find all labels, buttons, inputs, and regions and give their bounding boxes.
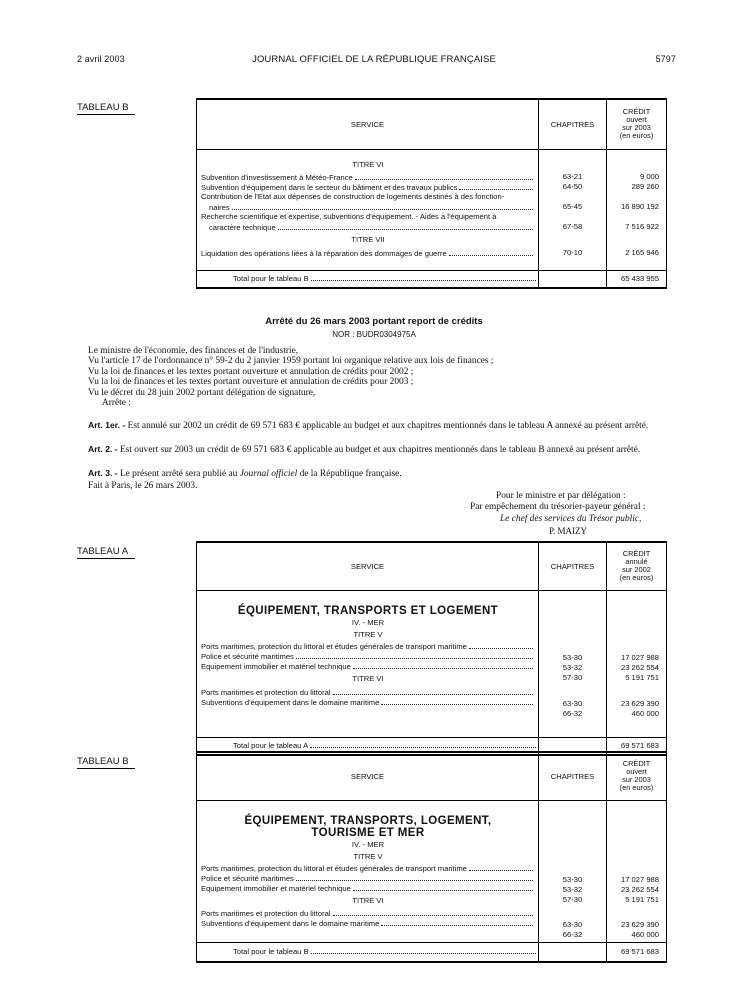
arrete-nor: NOR : BUDR0304975A xyxy=(332,330,416,339)
credit-value: 7 516 922 xyxy=(625,221,659,231)
row-label-text: Liquidation des opérations liées à la réparation des dommages de guerre xyxy=(201,248,447,258)
table1-tag: TABLEAU B xyxy=(77,102,129,113)
leader-dots xyxy=(296,658,533,659)
credit-value: 17 027 988 xyxy=(620,652,659,662)
credit-heading-line2: ouvert xyxy=(626,115,647,125)
article-1 xyxy=(88,420,676,431)
article-2-label: Art. 2. - xyxy=(88,444,118,454)
leader-dots xyxy=(355,179,533,180)
row-label-text: Contribution de l'Etat aux dépenses de construction de logements destinés à des fonction- xyxy=(201,191,505,201)
table-row-label xyxy=(201,883,535,893)
row-label-text: Recherche scientifique et expertise, subventions d'équipement. - Aides à l'équipement à xyxy=(201,211,497,221)
chapitre-value: 66-32 xyxy=(562,929,583,939)
article-3-label: Art. 3. - xyxy=(88,468,118,478)
table2-body xyxy=(197,590,667,737)
table-row-label xyxy=(201,918,535,928)
total-empty-cell xyxy=(539,270,607,288)
table2-service-cell xyxy=(197,590,539,737)
table2-credit-cell xyxy=(607,590,667,737)
leader-dots xyxy=(449,255,533,256)
total-label-cell xyxy=(197,270,539,288)
article-3-journal: Journal officiel xyxy=(239,469,298,479)
credit-value: 460 000 xyxy=(631,929,659,939)
leader-dots xyxy=(278,229,533,230)
chapitre-value: 65-45 xyxy=(562,201,583,211)
table1-col-chapitres: CHAPITRES xyxy=(539,99,607,149)
chapitre-value: 70-10 xyxy=(562,247,583,257)
row-label-text: Subvention d'équipement dans le secteur du bâtiment et des travaux publics xyxy=(201,182,458,192)
credit-heading: CRÉDIT xyxy=(622,107,651,117)
chapitre-value: 63-30 xyxy=(562,698,583,708)
table-row-label xyxy=(201,202,535,212)
row-label-text: Police et sécurité maritimes xyxy=(201,651,294,661)
table1-chapitres-cell xyxy=(539,149,607,270)
table-row-label xyxy=(201,873,535,883)
table2-chapitres-cell xyxy=(539,590,607,737)
table3-chapitres-cell xyxy=(539,800,607,942)
leader-dots xyxy=(296,880,533,881)
table1-credit-cell xyxy=(607,149,667,270)
row-label-text: Subventions d'équipement dans le domaine maritime xyxy=(201,697,380,707)
credit-heading-line3: sur 2003 xyxy=(622,123,651,133)
row-label-text: Equipement immobilier et matériel technique xyxy=(201,661,351,671)
credit-heading: CRÉDIT xyxy=(622,759,651,769)
table3-body xyxy=(197,800,667,942)
chapitre-value: 57-30 xyxy=(562,894,583,904)
table-row-label xyxy=(201,641,535,651)
chapitre-value: 53-30 xyxy=(562,652,583,662)
table3-col-credit xyxy=(607,752,667,800)
chapitre-value: 53-32 xyxy=(562,662,583,672)
leader-dots xyxy=(381,704,533,705)
row-label-text: Subvention d'investissement à Météo-France xyxy=(201,172,353,182)
table2-header-row xyxy=(197,542,667,590)
credit-heading: CRÉDIT xyxy=(622,549,651,559)
section-subtitle: IV. - MER xyxy=(351,617,385,627)
credit-heading-line3: sur 2003 xyxy=(622,775,651,785)
table3-total-row xyxy=(197,942,667,962)
titre-vi: TITRE VI xyxy=(352,159,384,169)
table-row-label xyxy=(233,947,538,956)
section-title: ÉQUIPEMENT, TRANSPORTS, LOGEMENT, xyxy=(244,814,492,827)
arrete-visas xyxy=(88,346,676,408)
table1-col-service: SERVICE xyxy=(197,99,539,149)
chapitre-value: 63-30 xyxy=(562,919,583,929)
credit-heading-line4: (en euros) xyxy=(619,783,654,793)
total-value: 69 571 683 xyxy=(607,942,667,962)
table3-service-cell xyxy=(197,800,539,942)
row-label-text: Ports maritimes, protection du littoral et études générales de transport maritime xyxy=(201,863,467,873)
table3-header-row xyxy=(197,752,667,800)
titre-v: TITRE V xyxy=(353,629,383,639)
visa-line: Vu la loi de finances et les textes portant ouverture et annulation de crédits pour 2002 ; xyxy=(88,366,414,377)
signature-name: P. MAIZY xyxy=(549,526,588,536)
article-3-text: Le présent arrêté sera publié au xyxy=(119,469,238,479)
header-journal-title: JOURNAL OFFICIEL DE LA RÉPUBLIQUE FRANÇAISE xyxy=(252,54,496,65)
section-title: ÉQUIPEMENT, TRANSPORTS ET LOGEMENT xyxy=(237,604,499,617)
chapitre-value: 67-58 xyxy=(562,221,583,231)
leader-dots xyxy=(353,890,533,891)
row-label-text: Equipement immobilier et matériel technique xyxy=(201,883,351,893)
signature-line-3: Le chef des services du Trésor public, xyxy=(500,514,642,524)
titre-vi: TITRE VI xyxy=(352,673,384,683)
table2-col-credit xyxy=(607,542,667,590)
header-page-number: 5797 xyxy=(655,54,676,64)
credit-value: 23 629 390 xyxy=(620,919,659,929)
table3-tag-rule xyxy=(77,768,135,769)
table-row-label xyxy=(201,697,535,707)
credit-value: 16 890 192 xyxy=(620,201,659,211)
table-row-label xyxy=(201,172,535,182)
table3 xyxy=(196,751,667,963)
signature-line-1: Pour le ministre et par délégation : xyxy=(496,491,626,501)
credit-value: 23 262 554 xyxy=(620,884,659,894)
credit-heading-line4: (en euros) xyxy=(619,573,654,583)
table2-tag-rule xyxy=(77,558,135,559)
signature-line-2: Par empêchement du trésorier-payeur général : xyxy=(470,502,646,512)
table1-body xyxy=(197,149,667,270)
table-row-label xyxy=(201,222,535,232)
section-subtitle: IV. - MER xyxy=(351,839,385,849)
chapitre-value: 57-30 xyxy=(562,672,583,682)
arrete-word: Arrête : xyxy=(102,398,131,409)
table1-service-cell xyxy=(197,149,539,270)
fait-a-paris: Fait à Paris, le 26 mars 2003. xyxy=(88,481,198,491)
header-date: 2 avril 2003 xyxy=(77,54,125,64)
row-label-text: Ports maritimes et protection du littoral xyxy=(201,687,331,697)
total-value: 65 433 955 xyxy=(607,270,667,288)
table1 xyxy=(196,98,667,289)
visa-line: Vu la loi de finances et les textes portant ouverture et annulation de crédits pour 2003 ; xyxy=(88,377,414,388)
table-row-label xyxy=(201,651,535,661)
article-1-label: Art. 1er. - xyxy=(88,420,126,430)
credit-value: 23 262 554 xyxy=(620,662,659,672)
table2-col-chapitres: CHAPITRES xyxy=(539,542,607,590)
credit-heading-line4: (en euros) xyxy=(619,131,654,141)
article-3-text-end: de la République française. xyxy=(299,469,402,479)
total-label-cell xyxy=(197,942,539,962)
titre-v: TITRE V xyxy=(353,851,383,861)
row-label-text: Police et sécurité maritimes xyxy=(201,873,294,883)
table2 xyxy=(196,541,667,756)
leader-dots xyxy=(310,747,536,748)
table1-tag-rule xyxy=(77,114,135,115)
article-1-text: Est annulé sur 2002 un crédit de 69 571 683 € applicable au budget et aux chapitres mentionnés dans le tableau A annexé au présent arrêté. xyxy=(127,421,649,431)
credit-heading-line2: annulé xyxy=(625,557,648,567)
leader-dots xyxy=(311,280,536,281)
article-2 xyxy=(88,444,676,455)
chapitre-value: 64-50 xyxy=(562,181,583,191)
table3-col-chapitres: CHAPITRES xyxy=(539,752,607,800)
row-label-text: naires xyxy=(209,202,230,212)
arrete-title: Arrêté du 26 mars 2003 portant report de crédits xyxy=(265,316,483,327)
table-row-label xyxy=(201,908,535,918)
visa-line: Vu le décret du 28 juin 2002 portant délégation de signature, xyxy=(88,387,316,398)
section-title-line2: TOURISME ET MER xyxy=(311,826,425,839)
credit-heading-line2: ouvert xyxy=(626,767,647,777)
row-label-text: caractère technique xyxy=(209,222,276,232)
leader-dots xyxy=(381,925,533,926)
table-row-label xyxy=(201,248,535,258)
credit-value: 460 000 xyxy=(631,708,659,718)
leader-dots xyxy=(469,870,533,871)
row-label-text: Ports maritimes et protection du littoral xyxy=(201,908,331,918)
table2-col-service: SERVICE xyxy=(197,542,539,590)
total-label: Total pour le tableau A xyxy=(233,741,309,751)
chapitre-value: 53-30 xyxy=(562,874,583,884)
credit-value: 9 000 xyxy=(639,171,659,181)
visa-line: Le ministre de l'économie, des finances et de l'industrie, xyxy=(88,346,299,356)
row-label-text: Ports maritimes, protection du littoral et études générales de transport maritime xyxy=(201,641,467,651)
table2-tag: TABLEAU A xyxy=(77,546,129,557)
table-row-label xyxy=(233,274,538,283)
credit-value: 289 260 xyxy=(631,181,659,191)
leader-dots xyxy=(469,648,533,649)
titre-vii: TITRE VII xyxy=(351,234,385,244)
table1-col-credit xyxy=(607,99,667,149)
total-label: Total pour le tableau B xyxy=(233,947,309,957)
credit-value: 5 191 751 xyxy=(625,894,659,904)
total-value: 69 571 683 xyxy=(607,737,667,755)
credit-heading-line3: sur 2002 xyxy=(622,565,651,575)
credit-value: 23 629 390 xyxy=(620,698,659,708)
table-row-label xyxy=(233,741,538,750)
total-label: Total pour le tableau B xyxy=(233,274,309,284)
article-2-text: Est ouvert sur 2003 un crédit de 69 571 683 € applicable au budget et aux chapitres mentionnés dans le tableau B annexé au présent arrêté. xyxy=(119,445,641,455)
leader-dots xyxy=(232,209,533,210)
leader-dots xyxy=(311,953,536,954)
article-3 xyxy=(88,468,676,479)
leader-dots xyxy=(459,189,533,190)
table-row-label xyxy=(201,661,535,671)
total-empty-cell xyxy=(539,942,607,962)
table3-credit-cell xyxy=(607,800,667,942)
table3-col-service: SERVICE xyxy=(197,752,539,800)
credit-value: 17 027 988 xyxy=(620,874,659,884)
visa-line: Vu l'article 17 de l'ordonnance n° 59-2 du 2 janvier 1959 portant loi organique relative aux lois de finances ; xyxy=(88,356,494,367)
credit-value: 2 165 946 xyxy=(625,247,659,257)
table3-tag: TABLEAU B xyxy=(77,756,129,767)
chapitre-value: 63-21 xyxy=(562,171,583,181)
chapitre-value: 66-32 xyxy=(562,708,583,718)
table-row-label xyxy=(201,182,535,192)
credit-value: 5 191 751 xyxy=(625,672,659,682)
titre-vi: TITRE VI xyxy=(352,895,384,905)
leader-dots xyxy=(333,915,533,916)
table-row-label xyxy=(201,687,535,697)
leader-dots xyxy=(333,694,533,695)
table1-total-row xyxy=(197,270,667,288)
table-row-label xyxy=(201,863,535,873)
row-label-text: Subventions d'équipement dans le domaine maritime xyxy=(201,918,380,928)
table1-header-row xyxy=(197,99,667,149)
leader-dots xyxy=(353,668,533,669)
chapitre-value: 53-32 xyxy=(562,884,583,894)
